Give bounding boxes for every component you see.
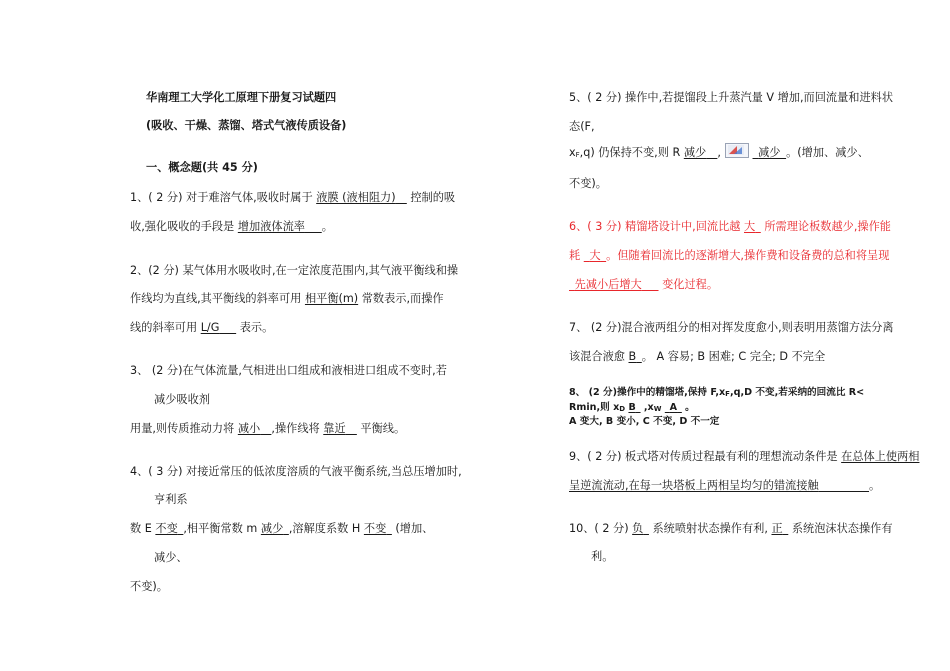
q2-line2 xyxy=(130,292,444,306)
q5-text: ,q) 仍保持不变,则 R xyxy=(579,146,684,159)
q7-answer: B xyxy=(628,350,637,363)
q9-answer-1: 在总体上使两相 xyxy=(841,450,920,463)
q7-line1: 7、 (2 分)混合液两组分的相对挥发度愈小,则表明用蒸馏方法分离 xyxy=(569,321,894,334)
q8-text-end: 。 xyxy=(681,402,695,413)
q6-answer-1: 大 xyxy=(744,220,756,233)
q8-xf-sub: F xyxy=(725,390,730,398)
q4-answer-1: 不变 xyxy=(155,522,178,535)
q2-answer-2: L/G xyxy=(200,321,220,334)
q6-answer-3: 先减小后增大 xyxy=(574,278,642,291)
q10-text: 10、( 2 分) xyxy=(569,522,633,535)
q3-line1: 3、 (2 分)在气体流量,气相进出口组成和液相进口组成不变时,若 xyxy=(130,364,447,377)
q6-text-end: 变化过程。 xyxy=(658,278,719,291)
q2-line1: 2、(2 分) 某气体用水吸收时,在一定浓度范围内,其气液平衡线和操 xyxy=(130,264,459,277)
q5-answer-1: 减少 xyxy=(683,146,707,159)
q4-answer-3: 不变 xyxy=(363,522,387,535)
q9-answer-2: 呈逆流流动,在每一块塔板上两相呈均匀的错流接触 xyxy=(569,479,819,492)
q2-text: 作线均为直线,其平衡线的斜率可用 xyxy=(130,292,305,305)
q8-xw-sub: W xyxy=(653,405,662,413)
q9-text: 9、( 2 分) 板式塔对传质过程最有利的理想流动条件是 xyxy=(569,450,842,463)
q1-text-end: 控制的吸 xyxy=(406,191,456,204)
q10-text-2: 系统喷射状态操作有利, xyxy=(648,522,772,535)
q2-text-3-end: 表示。 xyxy=(236,321,274,334)
q6-text-2: 所需理论板数越少,操作能 xyxy=(760,220,891,233)
q1-text-2-end: 。 xyxy=(321,220,333,233)
q4-line3 xyxy=(130,522,433,536)
q1-text: 1、( 2 分) 对于难溶气体,吸收时属于 xyxy=(130,191,317,204)
q2-text-3: 线的斜率可用 xyxy=(130,321,201,334)
q10-line1 xyxy=(569,522,893,536)
q6-answer-2: 大 xyxy=(589,249,601,262)
q2-answer-1: 相平衡(m) xyxy=(304,292,359,305)
q5-comma: , xyxy=(717,146,725,159)
q1-answer-1: 液膜 (液相阻力) xyxy=(316,191,396,204)
q4-answer-2: 减少 xyxy=(260,522,284,535)
section-heading: 一、概念题(共 45 分) xyxy=(146,161,258,174)
q8-text-3: Rmin,则 x xyxy=(569,402,620,413)
q8-text-2: ,q,D 不变,若采纳的回流比 R< xyxy=(729,387,865,398)
q6-text-3: 耗 xyxy=(569,249,584,262)
q8-text: 8、 (2 分)操作中的精馏塔,保持 F,x xyxy=(569,387,726,398)
q8-line3: A 变大, B 变小, C 不变, D 不一定 xyxy=(569,416,720,427)
q1-answer-2: 增加液体流率 xyxy=(237,220,305,233)
q5-xf-sub: F xyxy=(575,151,580,159)
q7-options: 。 A 容易; B 困难; C 完全; D 不完全 xyxy=(641,350,826,363)
formula-image-icon xyxy=(725,143,749,158)
q3-answer-1: 减小 xyxy=(237,422,261,435)
q4-line5: 不变)。 xyxy=(130,580,168,593)
q6-text-4: 。但随着回流比的逐渐增大,操作费和设备费的总和将呈现 xyxy=(606,249,890,262)
q1-text-2: 收,强化吸收的手段是 xyxy=(130,220,238,233)
q6-text: 6、( 3 分) 精馏塔设计中,回流比越 xyxy=(569,220,744,233)
q6-line1 xyxy=(569,220,891,234)
q9-line2 xyxy=(569,479,880,493)
q5-text-end: 。(增加、减少、 xyxy=(786,146,869,159)
q5-line2: 态(F, xyxy=(569,120,595,133)
document-title: 华南理工大学化工原理下册复习试题四 xyxy=(146,91,337,104)
q5-xf: x xyxy=(569,146,576,159)
q10-answer-2: 正 xyxy=(771,522,783,535)
q10-answer-1: 负 xyxy=(632,522,644,535)
q1-line2 xyxy=(130,220,333,234)
q7-text: 该混合液愈 xyxy=(569,350,629,363)
q3-text: 用量,则传质推动力将 xyxy=(130,422,238,435)
q3-line2: 减少吸收剂 xyxy=(154,393,210,406)
q5-line4: 不变)。 xyxy=(569,177,607,190)
q4-line4: 减少、 xyxy=(154,551,188,564)
q8-line2 xyxy=(569,401,695,415)
q10-line2: 利。 xyxy=(591,550,614,563)
q8-line1 xyxy=(569,386,864,400)
q8-answer-1: B xyxy=(628,402,636,413)
q3-text-end: 平衡线。 xyxy=(356,422,406,435)
q10-text-3: 系统泡沫状态操作有 xyxy=(788,522,893,535)
q3-answer-2: 靠近 xyxy=(323,422,346,435)
q9-line1 xyxy=(569,450,919,464)
q4-line2: 亨利系 xyxy=(154,493,188,506)
q2-line3 xyxy=(130,321,273,335)
q1-line1 xyxy=(130,191,455,205)
q3-text-2: ,操作线将 xyxy=(271,422,324,435)
q8-answer-2: A xyxy=(669,402,678,413)
q4-text-3: ,溶解度系数 H xyxy=(288,522,364,535)
q5-line3 xyxy=(569,143,869,160)
q5-answer-2: 减少 xyxy=(758,146,781,159)
q4-line1: 4、( 3 分) 对接近常压的低浓度溶质的气液平衡系统,当总压增加时, xyxy=(130,465,462,478)
q7-line2 xyxy=(569,350,825,364)
q8-xd-sub: D xyxy=(619,405,626,413)
q5-line1: 5、( 2 分) 操作中,若提馏段上升蒸汽量 V 增加,而回流量和进料状 xyxy=(569,91,894,104)
q6-line3 xyxy=(569,278,718,292)
q9-text-end: 。 xyxy=(869,479,881,492)
q2-text-end: 常数表示,而操作 xyxy=(358,292,444,305)
q3-line3 xyxy=(130,422,405,436)
q4-text: 数 E xyxy=(130,522,156,535)
q4-text-2: ,相平衡常数 m xyxy=(183,522,261,535)
q6-line2 xyxy=(569,249,889,263)
document-subtitle: (吸收、干燥、蒸馏、塔式气液传质设备) xyxy=(146,119,347,132)
q8-text-4: ,x xyxy=(640,402,654,413)
q4-text-end: (增加、 xyxy=(391,522,434,535)
